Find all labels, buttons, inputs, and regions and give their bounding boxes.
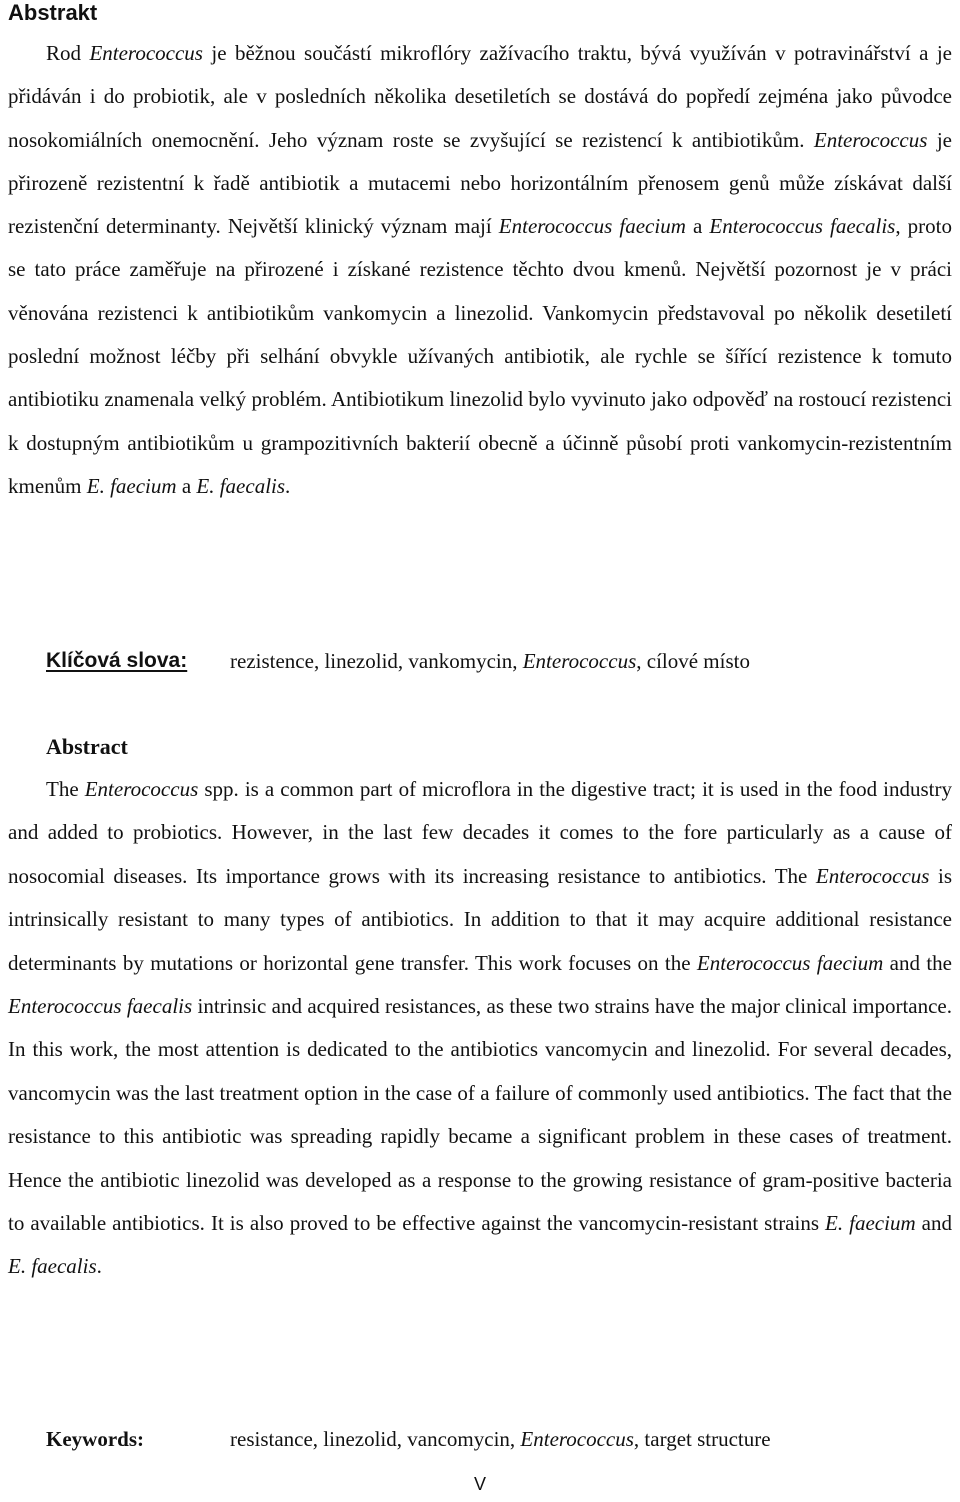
italic-term: Enterococcus faecium [696,950,884,975]
english-keywords-label: Keywords: [46,1427,144,1451]
italic-term: E. faecalis [196,473,286,498]
italic-term: Enterococcus [89,41,203,65]
english-abstract-heading: Abstract [46,734,128,759]
italic-term: Enterococcus [813,127,928,152]
italic-term: Enterococcus [84,777,199,801]
italic-term: Enterococcus faecalis [709,214,896,239]
italic-term: E. faecium [825,1211,916,1236]
czech-keywords: rezistence, linezolid, vankomycin, Enterococcus, cílové místo [230,649,750,673]
english-keywords: resistance, linezolid, vancomycin, Enterococcus, target structure [230,1427,771,1451]
english-abstract-paragraph: The Enterococcus spp. is a common part of microflora in the digestive tract; it is used in the food industry and added to probiotics. However, in the last few decades it comes to the fore particularly as a cause of nosocomial diseases. Its importance grows with its increasing resistance to antibiotics. The Enterococcus is intrinsically resistant to many types of antibiotics. In addition to that it may acquire additional resistance determinants by mutations or horizontal gene transfer. This work focuses on the Enterococcus faecium and the Enterococcus faecalis intrinsic and acquired resistances, as these two strains have the major clinical importance. In this work, the most attention is dedicated to the antibiotics vancomycin and linezolid. For several decades, vancomycin was the last treatment option in the case of a failure of commonly used antibiotics. The fact that the resistance to this antibiotic was spreading rapidly became a significant problem in these cases of treatment. Hence the antibiotic linezolid was developed as a response to the growing resistance of gram-positive bacteria to available antibiotics. It is also proved to be effective against the vancomycin-resistant strains E. faecium and E. faecalis. [8,777,953,1279]
italic-term: Enterococcus [522,649,637,673]
italic-term: Enterococcus faecalis [8,994,193,1019]
czech-abstract-paragraph: Rod Enterococcus je běžnou součástí mikroflóry zažívacího traktu, bývá využíván v potravinářství a je přidáván i do probiotik, ale v posledních několika desetiletích se dostává do popředí zejména jako původce nosokomiálních onemocnění. Jeho význam roste se zvyšující se rezistencí k antibiotikům. Enterococcus je přirozeně rezistentní k řadě antibiotik a mutacemi nebo horizontálním přenosem genů může získávat další rezistenční determinanty. Největší klinický význam mají Enterococcus faecium a Enterococcus faecalis, proto se tato práce zaměřuje na přirozené i získané rezistence těchto dvou kmenů. Největší pozornost je v práci věnována rezistenci k antibiotikům vankomycin a linezolid. Vankomycin představoval po několik desetiletí poslední možnost léčby při selhání obvykle užívaných antibiotik, ale rychle se šířící rezistence k tomuto antibiotiku znamenala velký problém. Antibiotikum linezolid bylo vyvinuto jako odpověď na rostoucí rezistenci k dostupným antibiotikům u grampozitivních bakterií obecně a účinně působí proti vankomycin-rezistentním kmenům E. faecium a E. faecalis. [8,41,952,498]
czech-keywords-label: Klíčová slova: [46,649,188,672]
italic-term: Enterococcus [815,863,930,888]
italic-term: E. faecalis [8,1254,97,1279]
page-number: V [474,1474,487,1494]
italic-term: Enterococcus faecium [498,214,686,239]
czech-abstract-heading: Abstrakt [8,0,98,25]
italic-term: Enterococcus [520,1427,634,1451]
italic-term: E. faecium [86,473,177,498]
